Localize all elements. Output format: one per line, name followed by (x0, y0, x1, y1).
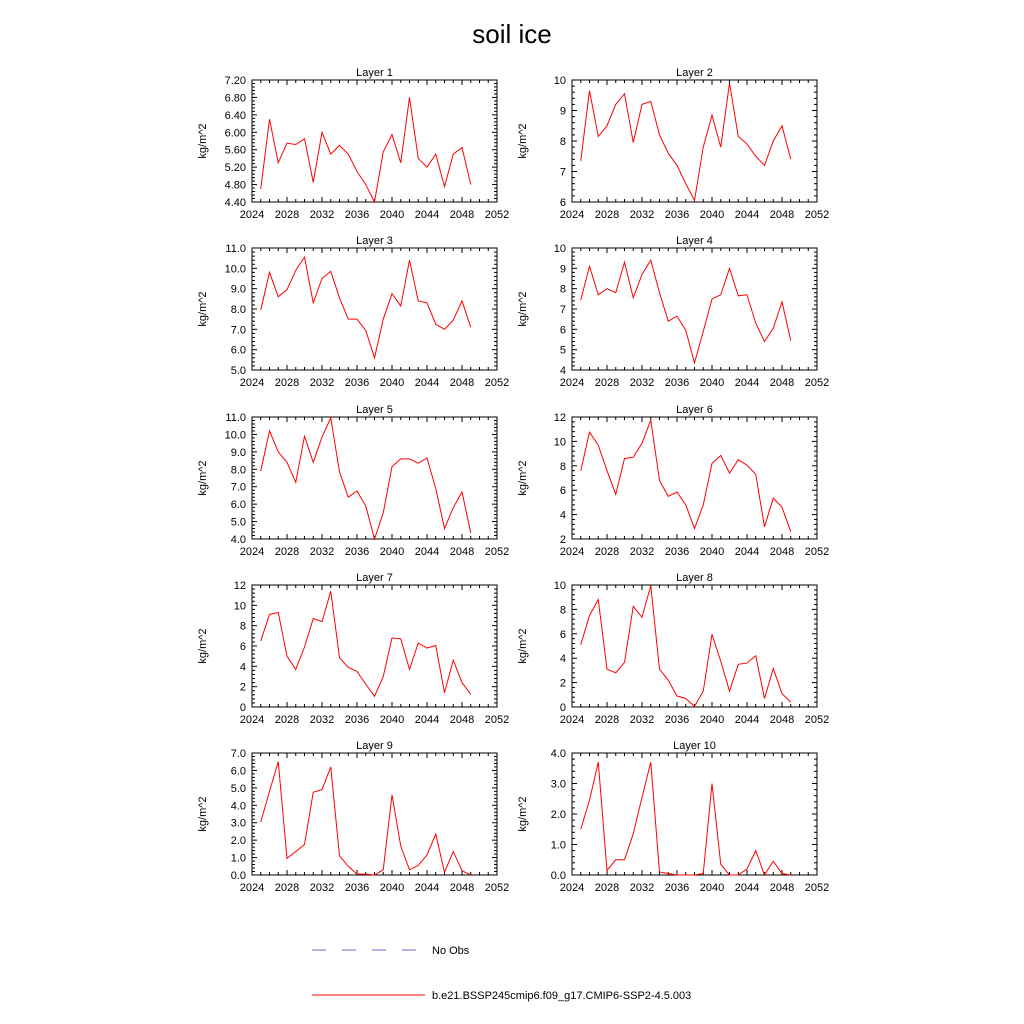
x-tick-label: 2032 (309, 882, 335, 894)
x-tick-label: 2052 (804, 882, 830, 894)
x-tick-label: 2048 (449, 882, 475, 894)
x-tick-label: 2032 (309, 209, 335, 221)
x-tick-label: 2028 (594, 209, 620, 221)
y-tick-label: 3.0 (550, 778, 566, 791)
x-tick-label: 2048 (769, 377, 795, 389)
y-tick-label: 3.0 (230, 817, 246, 830)
y-axis-label: kg/m^2 (517, 628, 529, 664)
panel-title: Layer 6 (676, 404, 713, 416)
y-tick-label: 5.0 (230, 782, 246, 795)
y-tick-label: 10.0 (224, 263, 246, 276)
x-tick-label: 2028 (594, 377, 620, 389)
y-tick-label: 0 (239, 702, 246, 714)
plot-frame (572, 417, 817, 539)
panel-grid (197, 67, 829, 894)
y-axis-label: kg/m^2 (197, 796, 209, 832)
x-tick-label: 2024 (559, 714, 585, 726)
x-tick-label: 2024 (559, 377, 585, 389)
x-tick-label: 2024 (239, 209, 265, 221)
plot-frame (252, 248, 497, 370)
y-tick-label: 7 (559, 304, 566, 316)
x-tick-label: 2048 (449, 714, 475, 726)
y-tick-label: 2.0 (230, 835, 246, 848)
y-tick-label: 12 (233, 580, 246, 592)
y-tick-label: 7.0 (230, 748, 246, 760)
panel-layer-1 (197, 67, 509, 221)
panel-layer-5 (197, 404, 509, 558)
x-tick-label: 2048 (769, 546, 795, 558)
y-tick-label: 7 (559, 166, 566, 179)
legend-obs-label: No Obs (432, 945, 470, 957)
y-tick-label: 5.20 (224, 162, 246, 175)
x-tick-label: 2052 (484, 714, 510, 726)
x-tick-label: 2044 (414, 714, 440, 726)
y-axis-label: kg/m^2 (197, 628, 209, 664)
plot-frame (252, 585, 497, 707)
plot-frame (572, 248, 817, 370)
x-tick-label: 2040 (699, 209, 725, 221)
y-axis-label: kg/m^2 (517, 123, 529, 159)
legend (312, 945, 691, 1002)
x-tick-label: 2028 (274, 209, 300, 221)
y-tick-label: 5.0 (230, 365, 246, 377)
x-tick-label: 2048 (449, 377, 475, 389)
x-tick-label: 2052 (484, 377, 510, 389)
y-tick-label: 6.80 (224, 92, 246, 105)
x-tick-label: 2044 (414, 882, 440, 894)
y-tick-label: 9.0 (230, 446, 246, 459)
series-line (581, 260, 791, 363)
panel-title: Layer 4 (676, 235, 713, 247)
legend-model-label: b.e21.BSSP245cmip6.f09_g17.CMIP6-SSP2-4.5.003 (432, 990, 692, 1002)
x-tick-label: 2028 (274, 377, 300, 389)
y-tick-label: 6.40 (224, 109, 246, 122)
panel-title: Layer 5 (356, 404, 393, 416)
y-tick-label: 12 (553, 412, 566, 424)
y-tick-label: 6 (239, 641, 246, 653)
plot-frame (572, 80, 817, 202)
x-tick-label: 2052 (484, 882, 510, 894)
y-tick-label: 4.80 (224, 179, 246, 192)
x-tick-label: 2036 (664, 882, 690, 894)
x-tick-label: 2024 (559, 882, 585, 894)
y-tick-label: 0 (559, 702, 566, 714)
y-tick-label: 8 (559, 460, 566, 473)
x-tick-label: 2028 (594, 882, 620, 894)
series-line (261, 257, 471, 358)
x-tick-label: 2024 (239, 714, 265, 726)
plot-frame (252, 80, 497, 202)
x-tick-label: 2024 (239, 377, 265, 389)
panel-layer-10 (517, 740, 829, 894)
x-tick-label: 2040 (379, 546, 405, 558)
series-line (581, 762, 791, 875)
x-tick-label: 2040 (379, 714, 405, 726)
x-tick-label: 2036 (664, 377, 690, 389)
y-axis-label: kg/m^2 (197, 123, 209, 159)
y-tick-label: 4 (559, 509, 566, 522)
x-tick-label: 2036 (344, 882, 370, 894)
y-tick-label: 4 (559, 365, 566, 377)
x-tick-label: 2036 (664, 714, 690, 726)
y-tick-label: 4 (239, 661, 246, 674)
x-tick-label: 2044 (734, 882, 760, 894)
y-tick-label: 8 (239, 620, 246, 633)
y-axis-label: kg/m^2 (197, 460, 209, 496)
x-tick-label: 2028 (594, 714, 620, 726)
x-tick-label: 2028 (594, 546, 620, 558)
panel-layer-4 (517, 235, 829, 389)
panel-layer-2 (517, 67, 829, 221)
x-tick-label: 2040 (699, 377, 725, 389)
x-tick-label: 2044 (414, 209, 440, 221)
y-axis-label: kg/m^2 (517, 796, 529, 832)
y-tick-label: 4.0 (230, 800, 246, 813)
y-tick-label: 7.20 (224, 75, 246, 87)
x-tick-label: 2044 (734, 546, 760, 558)
x-tick-label: 2040 (699, 714, 725, 726)
y-tick-label: 10 (233, 600, 246, 613)
x-tick-label: 2044 (414, 546, 440, 558)
x-tick-label: 2024 (559, 209, 585, 221)
x-tick-label: 2036 (344, 714, 370, 726)
series-line (581, 83, 791, 200)
y-tick-label: 1.0 (550, 839, 566, 852)
x-tick-label: 2032 (629, 377, 655, 389)
y-tick-label: 10 (553, 75, 566, 87)
series-line (581, 420, 791, 532)
y-tick-label: 9 (559, 105, 566, 118)
x-tick-label: 2032 (309, 377, 335, 389)
y-tick-label: 7.0 (230, 481, 246, 494)
y-tick-label: 6 (559, 324, 566, 337)
panel-layer-9 (197, 740, 509, 894)
x-tick-label: 2036 (344, 377, 370, 389)
series-line (261, 97, 471, 202)
y-axis-label: kg/m^2 (517, 460, 529, 496)
y-tick-label: 6 (559, 628, 566, 641)
y-tick-label: 6.0 (230, 765, 246, 778)
y-tick-label: 4.40 (224, 197, 246, 209)
panel-title: Layer 7 (356, 572, 393, 584)
series-line (261, 418, 471, 539)
x-tick-label: 2048 (769, 882, 795, 894)
x-tick-label: 2052 (804, 714, 830, 726)
y-tick-label: 11.0 (225, 412, 246, 424)
series-line (581, 586, 791, 707)
panel-layer-6 (517, 404, 829, 558)
panel-layer-7 (197, 572, 509, 726)
y-tick-label: 5.60 (224, 144, 246, 157)
y-tick-label: 9.0 (230, 283, 246, 296)
x-tick-label: 2032 (629, 882, 655, 894)
y-tick-label: 1.0 (230, 852, 246, 865)
panel-title: Layer 8 (676, 572, 713, 584)
y-tick-label: 4 (559, 653, 566, 666)
x-tick-label: 2052 (484, 209, 510, 221)
x-tick-label: 2040 (379, 209, 405, 221)
x-tick-label: 2052 (804, 546, 830, 558)
plot-frame (572, 753, 817, 875)
y-tick-label: 11.0 (225, 243, 246, 255)
y-tick-label: 6.0 (230, 344, 246, 357)
x-tick-label: 2028 (274, 882, 300, 894)
x-tick-label: 2044 (734, 377, 760, 389)
x-tick-label: 2036 (664, 209, 690, 221)
x-tick-label: 2036 (664, 546, 690, 558)
y-tick-label: 9 (559, 263, 566, 276)
y-tick-label: 10 (553, 580, 566, 592)
x-tick-label: 2036 (344, 209, 370, 221)
x-tick-label: 2032 (309, 714, 335, 726)
y-tick-label: 8 (559, 604, 566, 617)
x-tick-label: 2032 (629, 714, 655, 726)
x-tick-label: 2052 (804, 209, 830, 221)
panel-layer-8 (517, 572, 829, 726)
x-tick-label: 2024 (239, 882, 265, 894)
x-tick-label: 2052 (484, 546, 510, 558)
x-tick-label: 2048 (449, 546, 475, 558)
x-tick-label: 2040 (699, 882, 725, 894)
series-line (261, 762, 471, 875)
x-tick-label: 2040 (379, 882, 405, 894)
y-tick-label: 8.0 (230, 304, 246, 316)
x-tick-label: 2032 (629, 546, 655, 558)
y-tick-label: 8.0 (230, 464, 246, 477)
page-title: soil ice (472, 19, 552, 49)
y-tick-label: 10 (553, 243, 566, 255)
y-tick-label: 0.0 (550, 870, 566, 882)
y-axis-label: kg/m^2 (197, 291, 209, 327)
x-tick-label: 2048 (769, 209, 795, 221)
panel-title: Layer 9 (356, 740, 393, 752)
panel-layer-3 (197, 235, 509, 389)
x-tick-label: 2028 (274, 546, 300, 558)
x-tick-label: 2036 (344, 546, 370, 558)
y-tick-label: 10.0 (224, 429, 246, 442)
y-tick-label: 6.00 (224, 127, 246, 140)
panel-title: Layer 1 (356, 67, 393, 79)
y-tick-label: 2 (239, 681, 246, 694)
x-tick-label: 2032 (309, 546, 335, 558)
panel-title: Layer 2 (676, 67, 713, 79)
x-tick-label: 2024 (239, 546, 265, 558)
x-tick-label: 2052 (804, 377, 830, 389)
y-tick-label: 5 (559, 344, 566, 357)
x-tick-label: 2032 (629, 209, 655, 221)
x-tick-label: 2048 (769, 714, 795, 726)
panel-title: Layer 10 (673, 740, 716, 752)
series-line (261, 591, 471, 696)
y-tick-label: 2 (559, 677, 566, 690)
y-tick-label: 6 (559, 485, 566, 498)
y-tick-label: 4.0 (550, 748, 566, 760)
x-tick-label: 2028 (274, 714, 300, 726)
x-tick-label: 2024 (559, 546, 585, 558)
y-tick-label: 2 (559, 534, 566, 546)
x-tick-label: 2040 (699, 546, 725, 558)
x-tick-label: 2048 (449, 209, 475, 221)
y-tick-label: 5.0 (230, 516, 246, 529)
y-tick-label: 8 (559, 136, 566, 148)
y-tick-label: 7.0 (230, 324, 246, 337)
x-tick-label: 2040 (379, 377, 405, 389)
y-tick-label: 4.0 (230, 534, 246, 546)
y-tick-label: 0.0 (230, 870, 246, 882)
y-tick-label: 8 (559, 283, 566, 296)
y-tick-label: 6.0 (230, 499, 246, 512)
y-tick-label: 2.0 (550, 809, 566, 821)
x-tick-label: 2044 (734, 714, 760, 726)
x-tick-label: 2044 (734, 209, 760, 221)
y-tick-label: 6 (559, 197, 566, 209)
panel-title: Layer 3 (356, 235, 393, 247)
y-axis-label: kg/m^2 (517, 291, 529, 327)
plot-frame (252, 417, 497, 539)
x-tick-label: 2044 (414, 377, 440, 389)
y-tick-label: 10 (553, 436, 566, 449)
